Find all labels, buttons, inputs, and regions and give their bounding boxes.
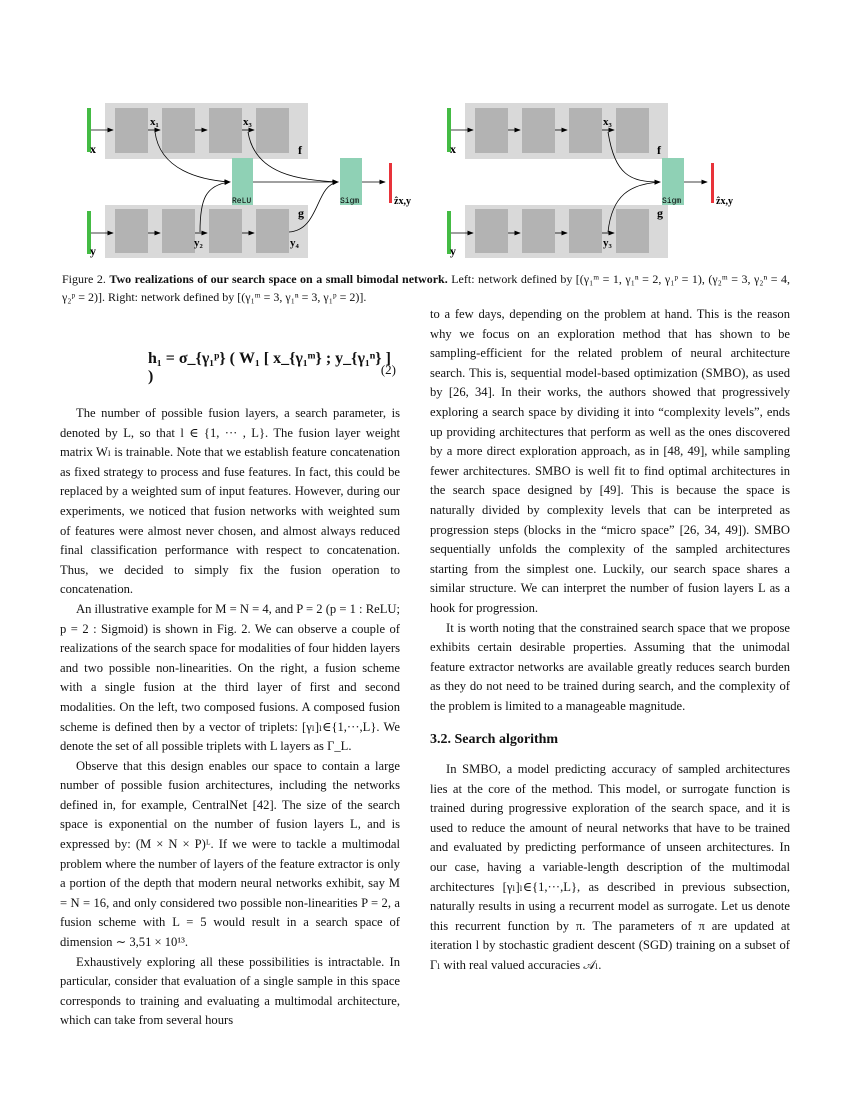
label-x1: x₁ — [150, 116, 159, 128]
label-y2: y₂ — [194, 237, 203, 249]
label-y3: y₃ — [603, 237, 612, 249]
label-relu: ReLU — [232, 197, 252, 206]
caption-text: Left: network defined by [(γ₁ᵐ = 1, γ₁ⁿ = 2, γ₁ᵖ = 1), (γ₂ᵐ = 3, γ₂ⁿ = 4, γ₂ᵖ = 2)]. Right: network defined by [(γ₁ᵐ = 3, γ₁ⁿ = 3, γ₁ᵖ = 2)]. — [62, 272, 790, 304]
label-x: x — [450, 142, 456, 156]
left-column — [60, 404, 400, 1031]
layer-block — [616, 108, 649, 153]
left-network-diagram — [87, 103, 411, 258]
output-bar — [711, 163, 714, 203]
label-x3: x₃ — [603, 116, 612, 128]
layer-block — [522, 108, 555, 153]
label-y4: y₄ — [290, 237, 299, 249]
layer-block — [162, 209, 195, 253]
layer-block — [569, 209, 602, 253]
label-f: f — [657, 143, 661, 157]
label-output: ẑx,y — [716, 196, 733, 207]
paragraph: It is worth noting that the constrained search space that we propose exhibits certain desirable properties. Assuming that the unimodal feature extractor networks are available greatly reduces search burden as they do not need to be trained during search, and the complexity of the problem is limited to a manageable magnitude. — [430, 620, 790, 713]
label-g: g — [657, 206, 663, 220]
caption-label: Figure 2. — [62, 272, 106, 286]
layer-block — [475, 108, 508, 153]
equation-2 — [60, 340, 400, 400]
paragraph: An illustrative example for M = N = 4, and P = 2 (p = 1 : ReLU; p = 2 : Sigmoid) is shown in Fig. 2. We can observe a couple of realizations of the search space for modalities of four hidden layers and two possible non-linearities. On the right, a fusion scheme with a single fusion at the third layer of first and second modalities. On the left, two composed fusions. A composed fusion scheme is defined then by a vector of triplets: [γₗ]ₗ∈{1,···,L}. We denote the set of all possible triplets with L layers as Γ_L. — [60, 601, 400, 754]
output-bar — [389, 163, 392, 203]
figure-caption — [62, 270, 790, 306]
right-column — [430, 305, 790, 976]
label-g: g — [298, 206, 304, 220]
layer-block — [616, 209, 649, 253]
label-sigm: Sigm — [662, 197, 682, 206]
layer-block — [475, 209, 508, 253]
equation-body: h₁ = σ_{γ₁ᵖ} ( W₁ [ x_{γ₁ᵐ} ; y_{γ₁ⁿ} ] ) — [148, 350, 391, 385]
label-f: f — [298, 143, 302, 157]
layer-block — [256, 108, 289, 153]
paragraph: to a few days, depending on the problem at hand. This is the reason why we focus on an exploration method that has shown to be sampling-efficient for the related problem of neural architecture search. This is, sequential model-based optimization (SMBO), as used by [26, 34]. In their works, the authors showed that progressively exploring a search space by dividing it into “complexity levels”, ends up providing architectures that perform as well as the ones discovered by a more direct exploration approach, as in [48, 49], while sampling fewer architectures. SMBO is well fit to find optimal architectures in the search space designed by [49]. This is because the space is naturally divided by complexity levels that can be interpreted as progression steps (blocks in the “micro space” [26, 34, 49]). SMBO sequentially unfolds the complexity of the sampled architectures starting from the simplest one. Luckily, our search space shares a similar structure. We can interpret the number of fusion layers L as a hook for progression. — [430, 307, 790, 615]
paragraph: The number of possible fusion layers, a search parameter, is denoted by L, so that l ∈ {1, ··· , L}. The fusion layer weight matrix Wₗ is trainable. Note that we establish feature concatenation as fixed strategy to process and fuse features. In fact, this could be replaced by a weighted sum of input features. However, during our experiments, we noticed that fusion networks with weighted sum of features were almost never chosen, and almost always reduced final classification performance with respect to concatenation. Thus, we decided to simply fix the fusion operation to concatenation. — [60, 406, 400, 597]
paragraph: Exhaustively exploring all these possibilities is intractable. In particular, consider that evaluation of a single sample in this space corresponds to training and evaluating a multimodal architecture, which can take from several hours — [60, 954, 400, 1028]
layer-block — [569, 108, 602, 153]
paragraph: Observe that this design enables our space to contain a large number of possible fusion architectures, including the networks defined in, for example, CentralNet [42]. The size of the search space is exponential on the number of fusion layers L, and is expressed by: (M × N × P)ᴸ. If we were to tackle a multimodal problem where the number of layers of the feature extractor is only a portion of the depth that modern neural networks exhibit, say M = N = 16, and only considered two possible non-linearities P = 2, a fusion scheme with L = 5 would result in a search space of dimension ∼ 3,51 × 10¹³. — [60, 758, 400, 950]
label-sigm: Sigm — [340, 197, 360, 206]
label-y: y — [90, 244, 96, 258]
layer-block — [115, 108, 148, 153]
equation-number: (2) — [380, 362, 396, 377]
layer-block — [209, 209, 242, 253]
section-heading: 3.2. Search algorithm — [430, 732, 559, 748]
right-network-diagram — [447, 103, 733, 258]
paragraph: In SMBO, a model predicting accuracy of sampled architectures lies at the core of the method. This model, or surrogate function is trained during progressive exploration of the search space, and it is used to reduce the amount of neural networks that have to be trained and evaluated by predicting performance of unseen architectures. In our case, having a variable-length description of the multimodal architectures [γₗ]ₗ∈{1,···,L}, as described in previous subsection, naturally results in using a recurrent model as surrogate. Let us denote this recurrent function by π. The parameters of π are updated at iteration l by stochastic gradient descent (SGD) training on a subset of Γₗ with real valued accuracies 𝒜ₗ. — [430, 762, 790, 972]
layer-block — [522, 209, 555, 253]
layer-block — [162, 108, 195, 153]
figure-2 — [0, 0, 850, 270]
layer-block — [209, 108, 242, 153]
label-y: y — [450, 244, 456, 258]
layer-block — [115, 209, 148, 253]
caption-title: Two realizations of our search space on a small bimodal network. — [109, 272, 448, 286]
layer-block — [256, 209, 289, 253]
label-x: x — [90, 142, 96, 156]
label-output: ẑx,y — [394, 196, 411, 207]
label-x3: x₃ — [243, 116, 252, 128]
